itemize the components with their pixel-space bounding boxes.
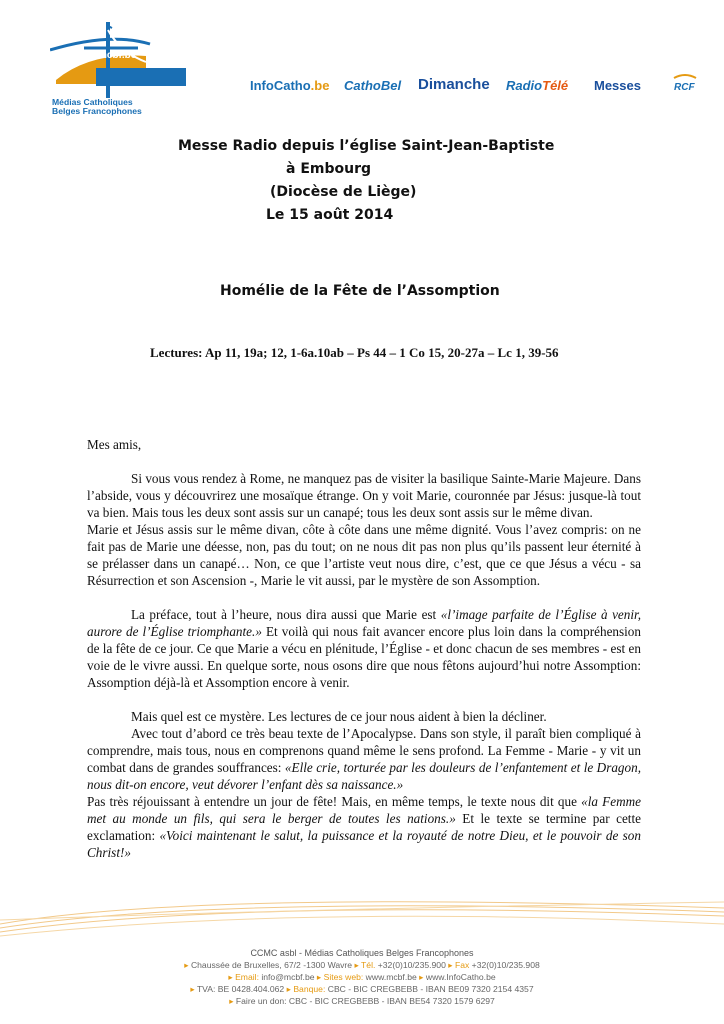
title-line-2: à Embourg	[286, 161, 372, 177]
paragraph-3-quote: «l’image parfaite de l’Église à venir, aurore de l’Église triomphante.»	[87, 607, 641, 639]
page-header	[0, 0, 724, 125]
arrow-icon: ▸	[229, 996, 234, 1006]
readings-line: Lectures: Ap 11, 19a; 12, 1-6a.10ab – Ps 44 – 1 Co 15, 20-27a – Lc 1, 39-56	[150, 345, 559, 360]
footer-line-2	[0, 971, 724, 983]
paragraph-6	[87, 793, 641, 861]
footer-site-infocatho[interactable]: www.InfoCatho.be	[423, 972, 496, 982]
footer-line-3	[0, 983, 724, 995]
paragraph-5	[87, 725, 641, 793]
brand-radiotele-main: Radio	[506, 78, 543, 93]
paragraph-2: Marie et Jésus assis sur le même divan, côte à côte dans une même dignité. Vous l’avez compris: on ne fait pas de Marie une déesse, non, pas du tout; on ne nous dit pas non plus qu’ils passent leur éternité à se prélasser dans un canapé… Non, ce que l’artiste veut nous dire, c’est, que ce que Jésus a vécu - sa Résurrection et son Ascension -, Marie le vit aussi, par le mystère de son Assomption.	[87, 522, 641, 588]
brand-dimanche[interactable]: Dimanche	[418, 76, 490, 93]
footer-wave-decoration	[0, 880, 724, 940]
paragraph-4: Mais quel est ce mystère. Les lectures de ce jour nous aident à bien la décliner.	[131, 709, 547, 724]
arrow-icon: ▸	[354, 960, 359, 970]
footer-fax-label: Fax	[454, 960, 470, 970]
logo-org-line1: Médias Catholiques	[52, 97, 133, 107]
footer-contact	[0, 947, 724, 1007]
footer-donation: Faire un don: CBC - BIC CREGBEBB - IBAN BE54 7320 1579 6297	[235, 996, 495, 1006]
brand-infocatho-main: InfoCatho	[250, 78, 311, 93]
footer-line-1	[0, 959, 724, 971]
title-line-1: Messe Radio depuis l’église Saint-Jean-Baptiste	[178, 138, 555, 154]
paragraph-1: Si vous vous rendez à Rome, ne manquez pas de visiter la basilique Sainte-Marie Majeure. Dans l’abside, vous y découvrirez une mosaïque étrange. On y voit Marie, couronnée par Jésus: jusque-là tout va bien. Mais tous les deux sont assis sur un canapé; tous les deux sont assis sur le même divan.	[87, 471, 641, 520]
spacer	[87, 453, 641, 470]
brand-messes[interactable]: Messes	[594, 78, 641, 93]
arrow-icon: ▸	[190, 984, 195, 994]
arrow-icon: ▸	[228, 972, 233, 982]
paragraph-3	[87, 606, 641, 691]
brand-infocatho-suffix: .be	[310, 78, 330, 93]
paragraph-6-a: Pas très réjouissant à entendre un jour de fête! Mais, en même temps, le texte nous dit que	[87, 794, 582, 809]
footer-site-mcbf[interactable]: www.mcbf.be	[363, 972, 417, 982]
paragraph-3-a: La préface, tout à l’heure, nous dira aussi que Marie est	[131, 607, 441, 622]
arrow-icon: ▸	[184, 960, 189, 970]
paragraph-5-a: Avec tout d’abord ce très beau texte de l’Apocalypse. Dans son style, il paraît bien compliqué à comprendre, mais tous, nous en comprenons quand même le sens profond. La Femme - Marie - y vit un combat dans de grandes souffrances:	[87, 726, 641, 775]
paragraph-6-quote-1: «la Femme met au monde un fils, qui sera le berger de toutes les nations.»	[87, 794, 641, 826]
paragraph-6-quote-2: «Voici maintenant le salut, la puissance et la royauté de notre Dieu, et le pouvoir de son Christ!»	[87, 828, 641, 860]
arrow-icon: ▸	[316, 972, 322, 982]
footer-sites-label: Sites web:	[323, 972, 364, 982]
paragraph-5-quote: «Elle crie, torturée par les douleurs de l’enfantement et le Dragon, nous dit-on encore, veut dévorer l’enfant dès sa naissance.»	[87, 760, 641, 792]
homily-body	[87, 436, 641, 861]
title-line-4: Le 15 août 2014	[266, 207, 394, 223]
footer-tva: TVA: BE 0428.404.062	[196, 984, 285, 994]
footer-email-label: Email:	[235, 972, 259, 982]
logo-tagline: mcbf.be	[98, 50, 137, 61]
brand-radiotele[interactable]	[506, 78, 568, 93]
footer-bank: CBC - BIC CREGBEBB - IBAN BE09 7320 2154 4357	[325, 984, 534, 994]
brand-infocatho[interactable]	[250, 78, 329, 93]
page-footer	[0, 880, 724, 1024]
brand-cathobel[interactable]: CathoBel	[344, 78, 402, 93]
spacer	[87, 589, 641, 606]
footer-title: CCMC asbl - Médias Catholiques Belges Francophones	[250, 948, 474, 958]
brand-rcf-text: RCF	[674, 82, 695, 93]
arrow-icon: ▸	[286, 984, 291, 994]
footer-line-4	[0, 995, 724, 1007]
footer-email[interactable]: info@mcbf.be	[258, 972, 315, 982]
footer-address: Chaussée de Bruxelles, 67/2 -1300 Wavre	[190, 960, 353, 970]
spacer	[87, 691, 641, 708]
brand-rcf-logo[interactable]	[672, 72, 698, 94]
brand-radiotele-suffix: Télé	[542, 78, 569, 93]
arrow-icon: ▸	[448, 960, 453, 970]
footer-fax: +32(0)10/235.908	[469, 960, 540, 970]
paragraph-6-b: Et le texte se termine par cette exclamation:	[87, 811, 641, 843]
title-line-3: (Diocèse de Liège)	[270, 184, 417, 200]
greeting: Mes amis,	[87, 437, 142, 452]
logo-organization-name	[52, 98, 142, 116]
arrow-icon: ▸	[419, 972, 424, 982]
logo-org-line2: Belges Francophones	[52, 106, 142, 116]
footer-tel-label: Tél.	[361, 960, 376, 970]
homily-title: Homélie de la Fête de l’Assomption	[220, 283, 500, 299]
footer-bank-label: Banque:	[293, 984, 326, 994]
footer-tel[interactable]: +32(0)10/235.900	[375, 960, 446, 970]
paragraph-3-b: Et voilà qui nous fait avancer encore plus loin dans la compréhension de la fête de ce jour. Ce que Marie a vécu en plénitude, l’Église - et donc chacun de ses membres - est en voie de le vivre aussi. En quelque sorte, nous osons dire que nous fêtons aujourd’hui notre Assomption: Assomption déjà-là et Assomption encore à venir.	[87, 624, 641, 690]
